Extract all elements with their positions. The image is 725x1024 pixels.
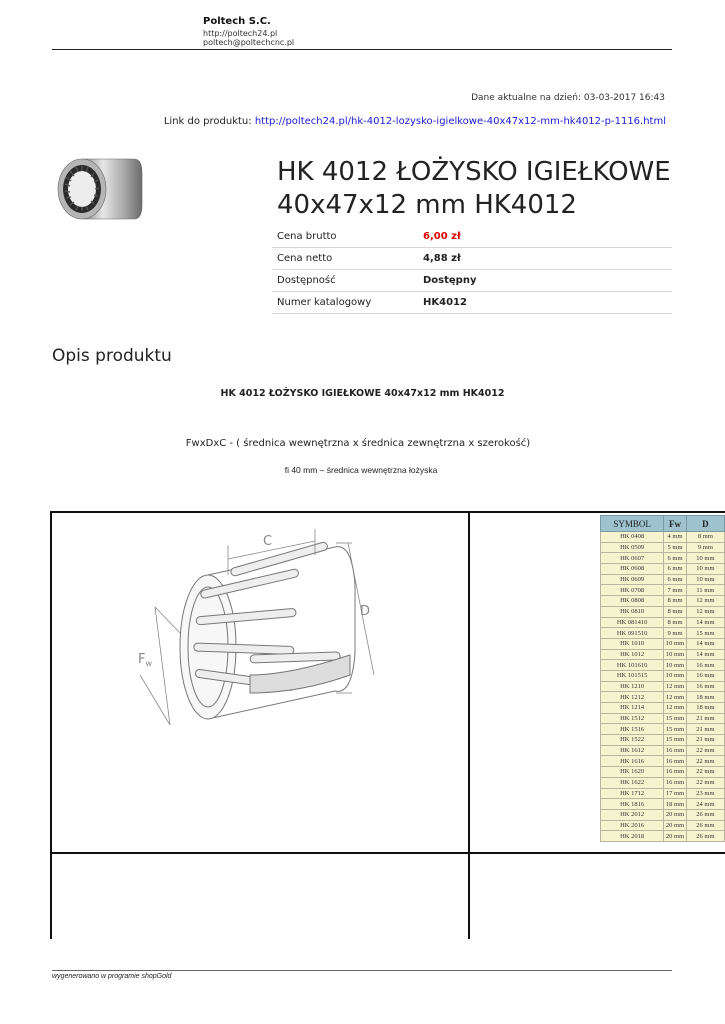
company-website[interactable]: http://poltech24.pl — [203, 29, 278, 38]
d-cell: 12 mm — [686, 596, 724, 607]
footer-text: wygenerowano w programie shopGold — [52, 973, 172, 980]
fw-cell: 15 mm — [664, 724, 687, 735]
fw-cell: 17 mm — [664, 788, 687, 799]
d-cell: 21 mm — [686, 735, 724, 746]
symbol-row — [601, 735, 725, 746]
grid-center-border — [468, 511, 470, 939]
symbol-row — [601, 820, 725, 831]
d-cell: 24 mm — [686, 799, 724, 810]
symbol-row — [601, 713, 725, 724]
spec-row — [272, 270, 672, 292]
symbol-cell: HK 0810 — [601, 606, 664, 617]
fw-cell: 6 mm — [664, 553, 687, 564]
company-email[interactable]: poltech@poltechcnc.pl — [203, 38, 295, 47]
header-divider — [52, 49, 672, 50]
grid-middle-border — [50, 852, 725, 854]
grid-top-border — [50, 511, 725, 513]
spec-key: Dostępność — [272, 270, 418, 292]
d-cell: 16 mm — [686, 670, 724, 681]
symbol-row — [601, 777, 725, 788]
symbol-cell: HK 1616 — [601, 756, 664, 767]
diagram-label-c: C — [263, 534, 273, 549]
product-link-row — [0, 116, 666, 127]
description-bold-line: HK 4012 ŁOŻYSKO IGIEŁKOWE 40x47x12 mm HK4012 — [220, 388, 505, 399]
product-title: HK 4012 ŁOŻYSKO IGIEŁKOWE 40x47x12 mm HK4012 — [277, 157, 671, 220]
symbol-cell: HK 1612 — [601, 745, 664, 756]
description-heading: Opis produktu — [52, 346, 172, 366]
company-name: Poltech S.C. — [203, 16, 271, 27]
product-link-label: Link do produktu: — [163, 116, 252, 127]
symbol-cell: HK 1012 — [601, 649, 664, 660]
description-line-1: FwxDxC - ( średnica wewnętrzna x średnica zewnętrzna x szerokość) — [185, 438, 531, 449]
data-date: Dane aktualne na dzień: 03-03-2017 16:43 — [471, 93, 665, 103]
fw-cell: 5 mm — [664, 542, 687, 553]
fw-cell: 8 mm — [664, 596, 687, 607]
symbol-row — [601, 745, 725, 756]
symbol-header: SYMBOL — [601, 516, 664, 532]
fw-cell: 12 mm — [664, 681, 687, 692]
symbol-row — [601, 767, 725, 778]
symbol-row — [601, 596, 725, 607]
d-cell: 26 mm — [686, 820, 724, 831]
bearing-dimension-diagram — [130, 525, 380, 725]
fw-cell: 12 mm — [664, 703, 687, 714]
d-cell: 10 mm — [686, 564, 724, 575]
fw-cell: 8 mm — [664, 606, 687, 617]
spec-row — [272, 226, 672, 248]
fw-cell: 16 mm — [664, 756, 687, 767]
symbol-cell: HK 1620 — [601, 767, 664, 778]
symbol-row — [601, 553, 725, 564]
fw-cell: 15 mm — [664, 735, 687, 746]
fw-cell: 8 mm — [664, 617, 687, 628]
fw-cell: 10 mm — [664, 670, 687, 681]
symbol-row — [601, 788, 725, 799]
symbol-row — [601, 692, 725, 703]
symbol-cell: HK 1816 — [601, 799, 664, 810]
symbol-row — [601, 724, 725, 735]
symbol-cell: HK 1516 — [601, 724, 664, 735]
symbol-cell: HK 1712 — [601, 788, 664, 799]
symbol-cell: HK 0609 — [601, 574, 664, 585]
symbol-row — [601, 703, 725, 714]
diagram-label-fw: F — [138, 652, 146, 667]
symbol-cell: HK 1512 — [601, 713, 664, 724]
symbol-cell: HK 0408 — [601, 532, 664, 543]
spec-row — [272, 292, 672, 314]
spec-key: Cena brutto — [272, 226, 418, 248]
d-cell: 11 mm — [686, 585, 724, 596]
symbol-row — [601, 660, 725, 671]
d-cell: 9 mm — [686, 542, 724, 553]
fw-cell: 10 mm — [664, 660, 687, 671]
grid-left-border — [50, 511, 52, 939]
symbol-cell: HK 2012 — [601, 809, 664, 820]
diagram-label-fw-sub: w — [145, 659, 153, 668]
fw-cell: 20 mm — [664, 820, 687, 831]
description-line-2: fi 40 mm – średnica wewnętrzna łożyska — [284, 465, 438, 475]
d-cell: 22 mm — [686, 745, 724, 756]
d-cell: 14 mm — [686, 649, 724, 660]
fw-cell: 20 mm — [664, 831, 687, 842]
d-cell: 15 mm — [686, 628, 724, 639]
d-cell: 12 mm — [686, 606, 724, 617]
footer-divider — [52, 970, 672, 971]
d-cell: 14 mm — [686, 638, 724, 649]
symbol-row — [601, 574, 725, 585]
symbol-cell: HK 1214 — [601, 703, 664, 714]
symbol-cell: HK 1210 — [601, 681, 664, 692]
symbol-row — [601, 564, 725, 575]
fw-cell: 16 mm — [664, 767, 687, 778]
d-cell: 18 mm — [686, 692, 724, 703]
spec-value: 4,88 zł — [418, 248, 672, 270]
product-specs-table — [272, 226, 672, 314]
symbol-cell: HK 0607 — [601, 553, 664, 564]
symbol-row — [601, 628, 725, 639]
symbol-cell: HK 091510 — [601, 628, 664, 639]
spec-value: HK4012 — [418, 292, 672, 314]
bearing-symbol-table — [600, 515, 725, 842]
fw-cell: 10 mm — [664, 638, 687, 649]
symbol-cell: HK 2018 — [601, 831, 664, 842]
d-header: D — [686, 516, 724, 532]
fw-cell: 18 mm — [664, 799, 687, 810]
fw-cell: 7 mm — [664, 585, 687, 596]
symbol-cell: HK 1622 — [601, 777, 664, 788]
symbol-row — [601, 670, 725, 681]
d-cell: 21 mm — [686, 724, 724, 735]
symbol-row — [601, 617, 725, 628]
symbol-row — [601, 799, 725, 810]
symbol-cell: HK 0808 — [601, 596, 664, 607]
d-cell: 16 mm — [686, 681, 724, 692]
spec-value: Dostępny — [418, 270, 672, 292]
symbol-cell: HK 1212 — [601, 692, 664, 703]
d-cell: 10 mm — [686, 553, 724, 564]
fw-cell: 16 mm — [664, 777, 687, 788]
symbol-cell: HK 0509 — [601, 542, 664, 553]
spec-key: Numer katalogowy — [272, 292, 418, 314]
fw-cell: 6 mm — [664, 574, 687, 585]
fw-cell: 15 mm — [664, 713, 687, 724]
product-link[interactable]: http://poltech24.pl/hk-4012-lozysko-igielkowe-40x47x12-mm-hk4012-p-1116.html — [254, 116, 666, 127]
symbol-cell: HK 101515 — [601, 670, 664, 681]
symbol-row — [601, 809, 725, 820]
symbol-cell: HK 101610 — [601, 660, 664, 671]
spec-value: 6,00 zł — [418, 226, 672, 248]
d-cell: 22 mm — [686, 777, 724, 788]
fw-cell: 12 mm — [664, 692, 687, 703]
symbol-cell: HK 1522 — [601, 735, 664, 746]
d-cell: 22 mm — [686, 767, 724, 778]
spec-row — [272, 248, 672, 270]
fw-cell: 9 mm — [664, 628, 687, 639]
symbol-cell: HK 0608 — [601, 564, 664, 575]
svg-text:Fw — [138, 652, 152, 668]
d-cell: 10 mm — [686, 574, 724, 585]
symbol-cell: HK 2016 — [601, 820, 664, 831]
symbol-cell: HK 081410 — [601, 617, 664, 628]
d-cell: 8 mm — [686, 532, 724, 543]
fw-cell: 6 mm — [664, 564, 687, 575]
d-cell: 21 mm — [686, 713, 724, 724]
symbol-row — [601, 649, 725, 660]
fw-cell: 16 mm — [664, 745, 687, 756]
symbol-cell: HK 0708 — [601, 585, 664, 596]
fw-cell: 4 mm — [664, 532, 687, 543]
symbol-row — [601, 638, 725, 649]
symbol-row — [601, 606, 725, 617]
product-image — [54, 153, 144, 225]
d-cell: 16 mm — [686, 660, 724, 671]
spec-key: Cena netto — [272, 248, 418, 270]
d-cell: 22 mm — [686, 756, 724, 767]
d-cell: 23 mm — [686, 788, 724, 799]
d-cell: 14 mm — [686, 617, 724, 628]
symbol-row — [601, 756, 725, 767]
d-cell: 18 mm — [686, 703, 724, 714]
fw-cell: 20 mm — [664, 809, 687, 820]
d-cell: 26 mm — [686, 809, 724, 820]
symbol-row — [601, 585, 725, 596]
fw-cell: 10 mm — [664, 649, 687, 660]
symbol-row — [601, 681, 725, 692]
d-cell: 26 mm — [686, 831, 724, 842]
symbol-row — [601, 831, 725, 842]
symbol-row — [601, 532, 725, 543]
diagram-label-d: D — [360, 604, 371, 619]
fw-header: Fw — [664, 516, 687, 532]
symbol-row — [601, 542, 725, 553]
symbol-cell: HK 1010 — [601, 638, 664, 649]
